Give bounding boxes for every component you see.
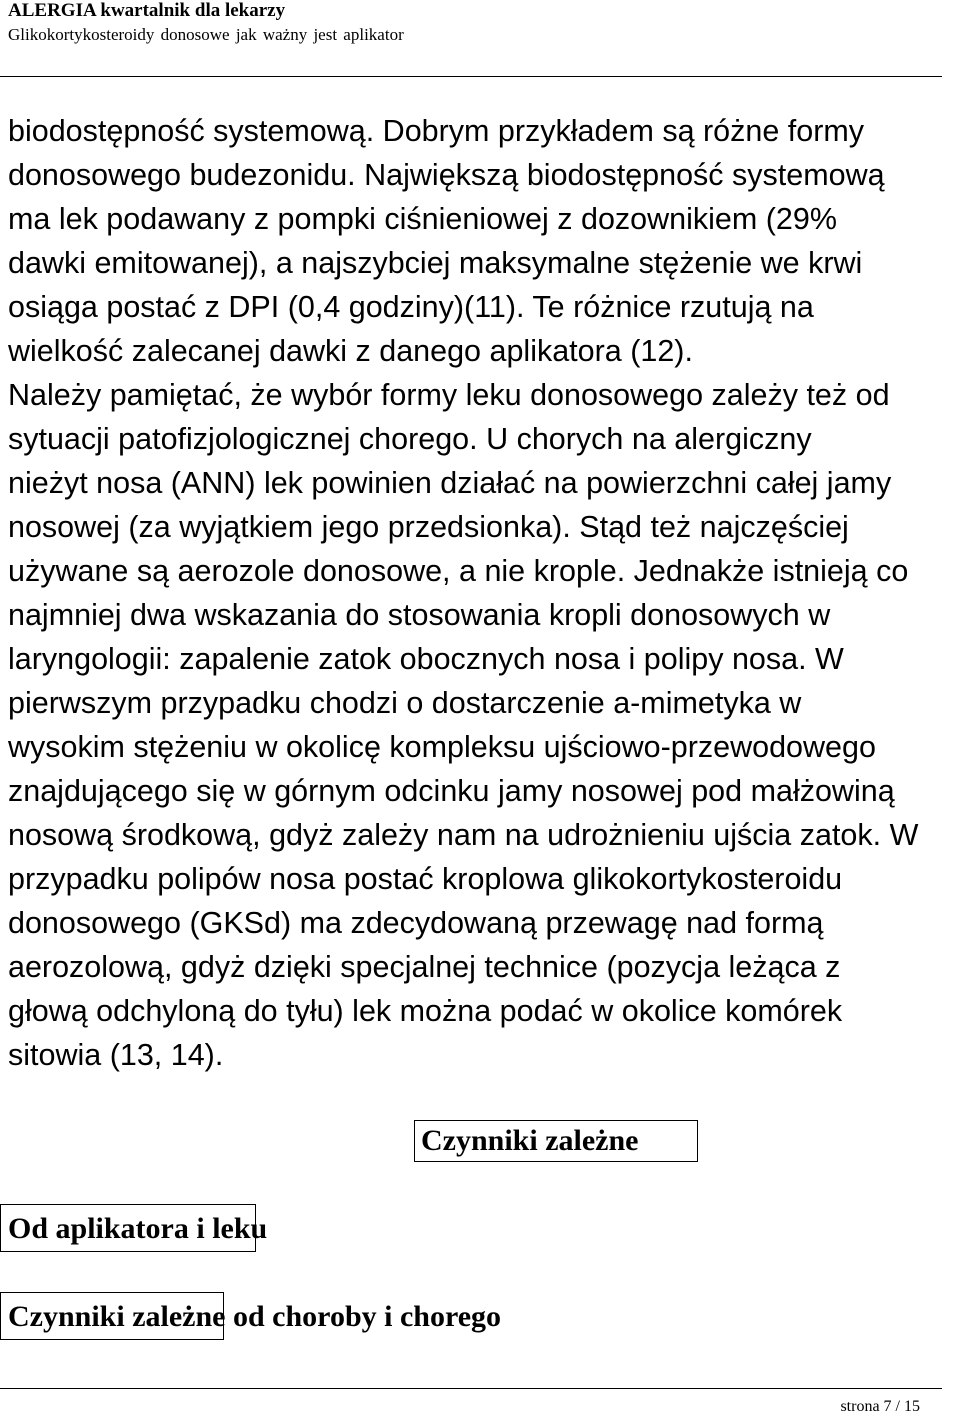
footer-divider [0, 1388, 942, 1389]
header-divider [0, 76, 942, 77]
article-title: Glikokortykosteroidy donosowe jak ważny jest aplikator [8, 25, 404, 44]
article-body-text: biodostępność systemową. Dobrym przykładem są różne formy donosowego budezonidu. Największą biodostępność systemową ma lek podawany z pompki ciśnieniowej z dozownikiem (29% dawki emitowanej), a najszybciej maksymalne stężenie we krwi osiąga postać z DPI (0,4 godziny)(11). Te różnice rzutują na wielkość zalecanej dawki z danego aplikatora (12). Należy pamiętać, że wybór formy leku donosowego zależy też od sytuacji patofizjologicznej chorego. U chorych na alergiczny nieżyt nosa (ANN) lek powinien działać na powierzchni całej jamy nosowej (za wyjątkiem jego przedsionka). Stąd też najczęściej używane są aerozole donosowe, a nie krople. Jednakże istnieją co najmniej dwa wskazania do stosowania kropli donosowych w laryngologii: zapalenie zatok obocznych nosa i polipy nosa. W pierwszym przypadku chodzi o dostarczenie a-mimetyka w wysokim stężeniu w okolicę kompleksu ujściowo-przewodowego znajdującego się w górnym odcinku jamy nosowej pod małżowiną nosową środkową, gdyż zależy nam na udrożnieniu ujścia zatok. W przypadku polipów nosa postać kroplowa glikokortykosteroidu donosowego (GKSd) ma zdecydowaną przewagę nad formą aerozolową, gdyż dzięki specjalnej technice (pozycja leżąca z głową odchyloną do tyłu) lek można podać w okolice komórek sitowia (13, 14). [8, 114, 919, 1072]
page-number: strona 7 / 15 [840, 1398, 920, 1415]
applicator-and-drug-label: Od aplikatora i leku [8, 1212, 268, 1245]
factors-dependent-box: Czynniki zależne [414, 1120, 698, 1162]
disease-and-patient-label: Czynniki zależne od choroby i chorego [8, 1300, 502, 1333]
journal-title: ALERGIA kwartalnik dla lekarzy [8, 0, 286, 21]
